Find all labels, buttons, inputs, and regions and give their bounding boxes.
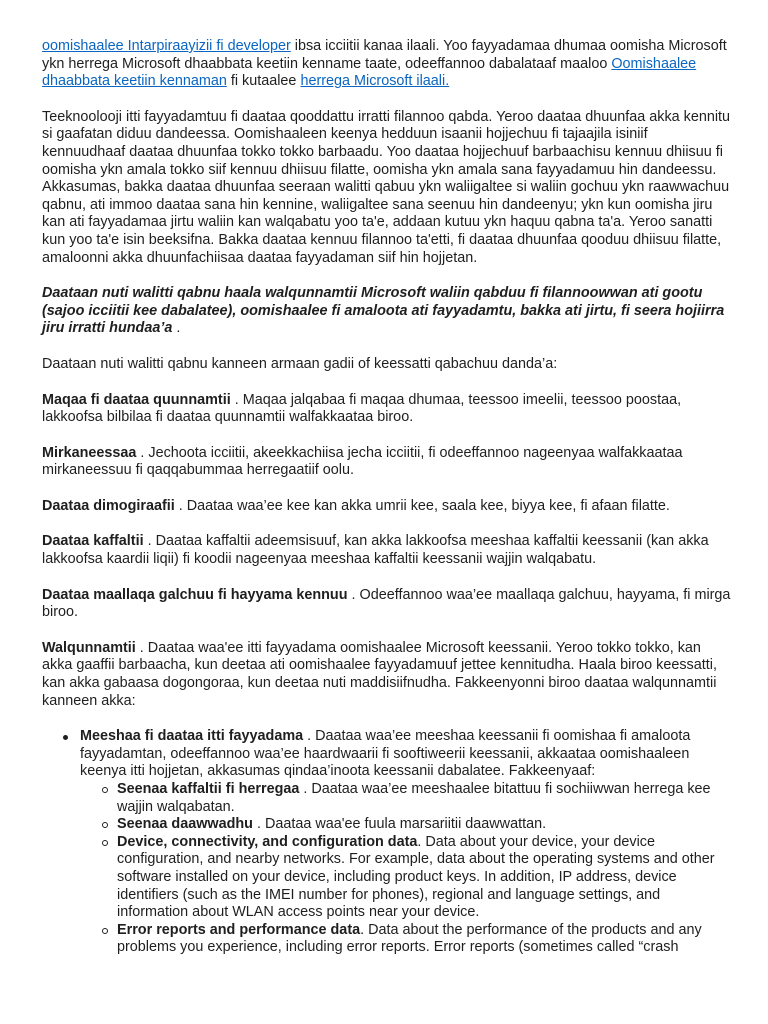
sublist-item-title: Device, connectivity, and configuration data <box>117 833 418 850</box>
intro-text-2: fi kutaalee <box>226 73 301 90</box>
category-title: Walqunnamtii <box>42 639 136 656</box>
sublist-item-title: Seenaa daawwadhu <box>117 816 253 833</box>
category-title: Daataa dimogiraafii <box>42 497 175 514</box>
sublist-item <box>117 922 732 957</box>
organization-products-link[interactable]: Oomishaalee dhaabbata keetiin kennaman <box>42 55 697 90</box>
category-interactions <box>42 640 732 710</box>
sublist-item-text: . Daataa waa’ee meeshaalee bitattuu fi sochiiwwan herrega kee wajjin walqabatan. <box>117 781 711 815</box>
category-credentials <box>42 445 732 480</box>
data-collected-emphasis: Daataan nuti walitti qabnu haala walqunnamtii Microsoft waliin qabduu fi filannoowwan ati gootu (sajoo icciitii kee dabalatee), oomishaalee fi amaloota ati fayyadamtu, bakka ati jirtu, fi seera hojiirra jiru irratti hundaa’a <box>42 285 725 337</box>
sublist-item-title: Error reports and performance data <box>117 921 361 938</box>
data-collected-end: . <box>172 320 181 337</box>
enterprise-developer-link[interactable]: oomishaalee Intarpiraayizii fi developer <box>42 38 291 54</box>
category-name-contact <box>42 392 732 427</box>
sublist-item-text: . Data about your device, your device configuration, and nearby networks. For example, data about the operating systems and other software installed on your device, including product keys. In addition, IP address, device identifiers (such as the IMEI number for phones), regional and language settings, and information about WLAN access points near your device. <box>117 833 715 921</box>
sublist-item-title: Seenaa kaffaltii fi herregaa <box>117 781 300 797</box>
list-item-text: . Daataa waa’ee meeshaa keessanii fi oomishaa fi amaloota fayyadamtan, odeeffannoo waa’ee haardwaarii fi sooftiweerii keessanii, akkaataa oomishaaleen keenya itti hojjetan, akkasumas qindaa’inoota keessanii dabalatee. Fakkeenyaaf: <box>80 728 691 780</box>
sublist-item-text: . Daataa waa'ee fuula marsariitii daawwattan. <box>252 816 547 833</box>
sublist-item-text: . Data about the performance of the products and any problems you experience, including error reports. Error reports (sometimes called “crash <box>117 921 702 956</box>
interactions-list <box>42 728 732 957</box>
category-title: Daataa maallaqa galchuu fi hayyama kennuu <box>42 586 348 603</box>
list-item-device-usage <box>80 728 732 957</box>
category-text: . Jechoota icciitii, akeekkachiisa jecha icciitii, fi odeeffannoo nageenyaa walfakkaataa mirkaneessuu fi qaqqabummaa herregaatiif oolu. <box>42 444 683 479</box>
category-subscription <box>42 587 732 622</box>
sublist-item <box>117 781 732 816</box>
list-item-title: Meeshaa fi daataa itti fayyadama <box>80 728 304 745</box>
category-text: . Daataa kaffaltii adeemsisuuf, kan akka lakkoofsa meeshaa kaffaltii keessanii (kan akka lakkoofsa kaardii liqii) fi koodii nageenyaa meeshaa kaffaltii keessanii wajjin walqabatu. <box>42 533 709 568</box>
intro-text-1: ibsa icciitii kanaa ilaali. Yoo fayyadamaa dhumaa oomisha Microsoft ykn herrega Microsoft dhaabbata keetiin kenname taate, odeeffannoo dabalataaf maaloo <box>42 38 727 72</box>
category-text: . Odeeffannoo waa’ee maallaqa galchuu, hayyama, fi mirga biroo. <box>42 586 731 621</box>
category-text: . Maqaa jalqabaa fi maqaa dhumaa, teessoo imeelii, teessoo poostaa, lakkoofsa bilbilaa fi daataa quunnamtii walfakkaataa biroo. <box>42 391 682 426</box>
sublist-item <box>117 834 732 922</box>
sublist-item <box>117 816 732 834</box>
categories-intro: Daataan nuti walitti qabnu kanneen armaan gadii of keessatti qabachuu danda’a: <box>42 355 558 372</box>
category-text: . Daataa waa’ee kee kan akka umrii kee, saala kee, biyya kee, fi afaan filatte. <box>174 497 670 514</box>
data-collected-paragraph <box>42 285 732 338</box>
document-body <box>42 38 732 957</box>
category-demographic <box>42 498 732 516</box>
category-text: . Daataa waa'ee itti fayyadama oomishaalee Microsoft keessanii. Yeroo tokko tokko, kan akka gaaffii barbaacha, kun deetaa ati oomishaalee fayyadamuuf jettee kennitudha. Haala biroo keessatti, kan akka gabaasa dogongoraa, kun deetaa nuti maddisiifnudha. Fakkeenyonni biroo daataa walqunnamtii kanneen akka: <box>42 639 717 709</box>
device-usage-sublist <box>80 781 732 957</box>
category-title: Daataa kaffaltii <box>42 533 144 550</box>
category-title: Mirkaneessaa <box>42 444 137 461</box>
category-payment <box>42 533 732 568</box>
category-title: Maqaa fi daataa quunnamtii <box>42 391 231 408</box>
microsoft-account-link[interactable]: herrega Microsoft ilaali. <box>300 73 450 90</box>
intro-paragraph <box>42 38 732 91</box>
choices-paragraph: Teeknoolooji itti fayyadamtuu fi daataa qooddattu irratti filannoo qabda. Yeroo daataa dhuunfaa akka kennitu si gaafatan diduu dandeessa. Oomishaaleen keenya hedduun isaanii hojjechuu fi tajaajila isiniif kennuudhaaf daataa dhuunfaa tokko tokko barbaadu. Yoo daataa hojjechuuf barbaachisu kennuu dhiisuu fi oomisha ykn amala tokko siif kennuu dhiisuu filatte, oomisha ykn amala sana fayyadamuu hin dandeessu. Akkasumas, bakka daataa dhuunfaa seeraan walitti qabuu ykn waliigaltee si waliin gochuu ykn raawwachuu qabnu, ati immoo daataa sana hin kennine, waliigaltee sana seenuu hin dandeenyu; ykn kun oomisha jiru kan ati fayyadamaa jirtu waliin kan walqabatu yoo ta'e, addaan kutuu ykn haquu qabna ta'a. Yeroo sanatti kun yoo ta'e isin beeksifna. Bakka daataa kennuu filannoo ta'etti, fi daataa dhuunfaa qooduu dhiisuu filatte, amaloonni akka dhuunfachiisaa daataa fayyadaman siif hin hojjetan. <box>42 108 731 266</box>
